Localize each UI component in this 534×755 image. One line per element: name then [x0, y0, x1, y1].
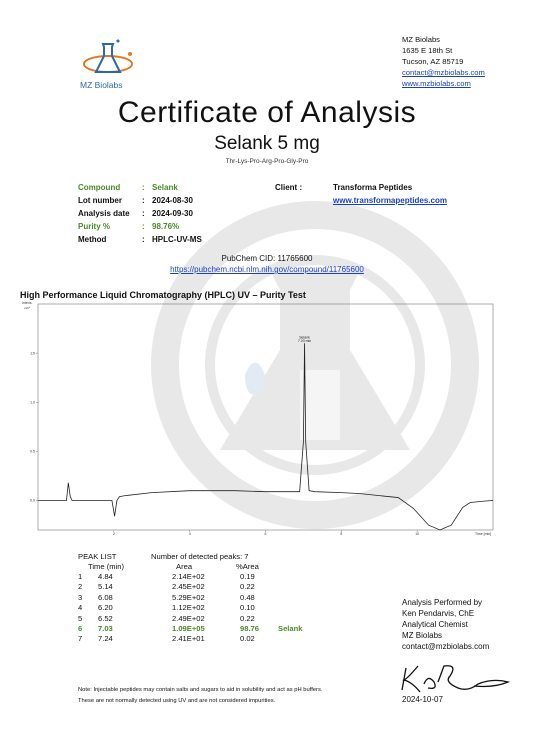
analysis-date-label: Analysis date [78, 209, 130, 218]
separator: : [142, 196, 145, 205]
header-pct-area: %Area [236, 562, 259, 571]
peak-number: 3 [78, 592, 83, 602]
peak-area: 1.12E+02 [172, 603, 205, 613]
compound-label: Compound [78, 183, 121, 192]
x-tick-label: 6 [264, 532, 267, 536]
company-name: MZ Biolabs [402, 35, 440, 44]
method-value: HPLC-UV-MS [152, 235, 202, 244]
analyst-block [402, 597, 489, 652]
separator: : [142, 235, 145, 244]
logo-text: MZ Biolabs [80, 80, 123, 90]
peak-count: Number of detected peaks: 7 [151, 552, 249, 561]
peak-name: Selank [278, 624, 303, 633]
header-time: Time (min) [88, 562, 124, 571]
peak-pct: 98.76 [240, 624, 260, 633]
header-area: Area [176, 562, 193, 571]
note-line-2: These are not normally detected using UV and are not considered impurities. [78, 698, 276, 704]
peak-time: 7.24 [98, 634, 113, 644]
peak-annotation: 7.03 min [297, 338, 312, 343]
client-label: Client : [275, 183, 303, 192]
peak-list-title: PEAK LIST [78, 552, 117, 561]
peak-pct: 0.19 [240, 572, 255, 581]
chromatogram-trace [38, 343, 493, 530]
purity-label: Purity % [78, 222, 111, 231]
separator: : [142, 183, 145, 192]
signature-image [398, 660, 513, 694]
peptide-sequence: Thr-Lys-Pro-Arg-Pro-Gly-Pro [225, 158, 309, 165]
x-axis-label: Time [min] [475, 532, 492, 536]
address-line-1: 1635 E 18th St [402, 46, 453, 55]
peak-time: 6.20 [98, 603, 113, 613]
page-title: Certificate of Analysis [117, 96, 417, 129]
analyst-line: Analysis Performed by [402, 598, 483, 607]
lot-value: 2024-08-30 [152, 196, 193, 205]
peak-time: 5.14 [98, 582, 113, 592]
peak-pct: 0.10 [240, 603, 255, 613]
peak-label: Selank [299, 335, 310, 340]
y-axis-label: Intens. [22, 301, 33, 305]
hplc-chromatogram [20, 300, 495, 540]
x-tick-label: 8 [340, 532, 343, 536]
peak-area: 2.49E+02 [172, 613, 205, 623]
x-tick-label: 4 [188, 532, 191, 536]
x-tick-label: 2 [112, 532, 115, 536]
client-name: Transforma Peptides [333, 183, 413, 192]
peak-time: 4.84 [98, 572, 113, 581]
y-tick-label: 0.5 [30, 449, 35, 454]
peak-time: 6.52 [98, 613, 113, 623]
peak-time: 7.03 [98, 624, 113, 633]
peak-number: 7 [78, 634, 83, 644]
pubchem-cid: PubChem CID: 11765600 [221, 254, 313, 263]
peak-number: 2 [78, 582, 83, 592]
peak-area: 5.29E+02 [172, 592, 205, 602]
purity-value: 98.76% [152, 222, 180, 231]
analyst-email: contact@mzbiolabs.com [402, 642, 490, 651]
address-line-2: Tucson, AZ 85719 [402, 57, 464, 66]
analyst-title: Analytical Chemist [402, 620, 468, 629]
peak-number: 6 [78, 624, 83, 633]
peak-pct: 0.22 [240, 613, 255, 623]
analyst-name: Ken Pendarvis, ChE [402, 609, 475, 618]
meta-values [152, 181, 202, 246]
pubchem-link[interactable]: https://pubchem.ncbi.nlm.nih.gov/compound/11765600 [170, 265, 364, 274]
y-tick-label: 1.5 [30, 351, 35, 356]
client-website-link[interactable]: www.transformapeptides.com [333, 196, 447, 205]
y-tick-label: 0.0 [30, 498, 35, 503]
method-label: Method [78, 235, 107, 244]
peak-time: 6.08 [98, 592, 113, 602]
meta-labels [78, 181, 130, 246]
y-tick-label: 1.0 [30, 400, 35, 405]
peak-number: 1 [78, 572, 83, 581]
company-email-link[interactable]: contact@mzbiolabs.com [402, 68, 485, 77]
company-website-link[interactable]: www.mzbiolabs.com [402, 79, 471, 88]
peak-pct: 0.48 [240, 592, 255, 602]
y-axis-unit: x10⁵ [24, 306, 31, 310]
flask-logo-icon [74, 38, 144, 80]
lot-label: Lot number [78, 196, 122, 205]
peak-area: 2.14E+02 [172, 572, 205, 581]
x-tick-label: 10 [415, 532, 420, 536]
separator: : [142, 222, 145, 231]
note-line-1: Note: Injectable peptides may contain salts and sugars to aid in solubility and act as pH buffers. [78, 687, 323, 693]
meta-separators [142, 181, 145, 246]
peak-number: 5 [78, 613, 83, 623]
peak-list [78, 552, 398, 652]
peak-area: 2.41E+01 [172, 634, 205, 644]
separator: : [142, 209, 145, 218]
hplc-title: High Performance Liquid Chromatography (HPLC) UV – Purity Test [20, 290, 306, 300]
signature-date: 2024-10-07 [402, 695, 443, 704]
peak-pct: 0.02 [240, 634, 255, 644]
peak-area: 1.09E+05 [172, 624, 205, 633]
company-address [402, 34, 485, 89]
peak-number: 4 [78, 603, 83, 613]
peak-pct: 0.22 [240, 582, 255, 592]
product-name: Selank 5 mg [214, 133, 320, 154]
compound-value: Selank [152, 183, 178, 192]
peak-area: 2.45E+02 [172, 582, 205, 592]
analyst-company: MZ Biolabs [402, 631, 443, 640]
analysis-date-value: 2024-09-30 [152, 209, 193, 218]
